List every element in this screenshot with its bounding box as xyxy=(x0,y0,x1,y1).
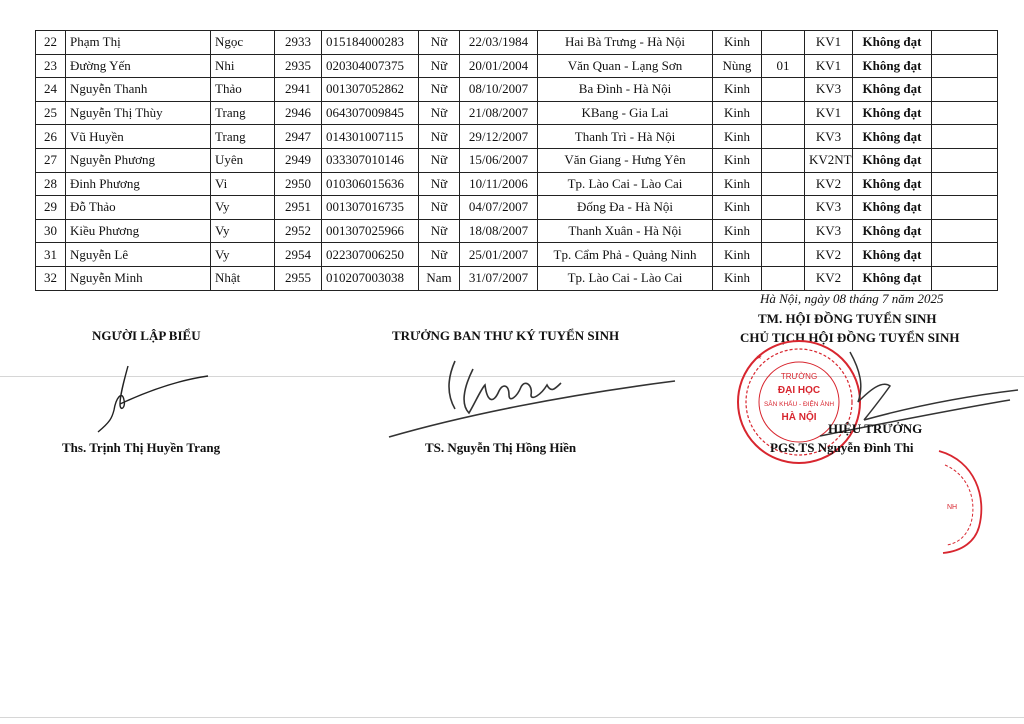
area-code-cell: KV1 xyxy=(805,31,853,55)
id-number-cell: 001307052862 xyxy=(322,78,419,102)
id-number-cell: 022307006250 xyxy=(322,243,419,267)
birth-date-cell: 10/11/2006 xyxy=(460,172,538,196)
gender-cell: Nữ xyxy=(419,54,460,78)
gender-cell: Nữ xyxy=(419,101,460,125)
birth-place-cell: Tp. Cẩm Phả - Quảng Ninh xyxy=(538,243,713,267)
priority-group-cell xyxy=(762,78,805,102)
ethnicity-cell: Kinh xyxy=(713,78,762,102)
birth-place-cell: Tp. Lào Cai - Lào Cai xyxy=(538,172,713,196)
result-cell: Không đạt xyxy=(853,101,932,125)
result-cell: Không đạt xyxy=(853,148,932,172)
family-name-cell: Nguyễn Lê xyxy=(66,243,211,267)
priority-group-cell xyxy=(762,148,805,172)
given-name-cell: Vy xyxy=(211,196,275,220)
given-name-cell: Vy xyxy=(211,243,275,267)
date-line: Hà Nội, ngày 08 tháng 7 năm 2025 xyxy=(760,291,944,306)
council-line-2: CHỦ TỊCH HỘI ĐỒNG TUYỂN SINH xyxy=(740,330,960,345)
family-name-cell: Vũ Huyền xyxy=(66,125,211,149)
birth-date-cell: 20/01/2004 xyxy=(460,54,538,78)
family-name-cell: Nguyễn Minh xyxy=(66,266,211,290)
birth-place-cell: Thanh Xuân - Hà Nội xyxy=(538,219,713,243)
table-row xyxy=(36,196,998,220)
seal-line-2: ĐẠI HỌC xyxy=(777,385,821,396)
candidate-number-cell: 2941 xyxy=(275,78,322,102)
note-cell xyxy=(932,172,998,196)
family-name-cell: Nguyễn Phương xyxy=(66,148,211,172)
birth-place-cell: Ba Đình - Hà Nội xyxy=(538,78,713,102)
priority-group-cell xyxy=(762,101,805,125)
priority-group-cell xyxy=(762,172,805,196)
area-code-cell: KV1 xyxy=(805,101,853,125)
table-row xyxy=(36,243,998,267)
birth-date-cell: 21/08/2007 xyxy=(460,101,538,125)
area-code-cell: KV2NT xyxy=(805,148,853,172)
gender-cell: Nữ xyxy=(419,219,460,243)
scan-line-bottom xyxy=(0,717,1024,718)
candidate-number-cell: 2952 xyxy=(275,219,322,243)
gender-cell: Nữ xyxy=(419,243,460,267)
result-cell: Không đạt xyxy=(853,196,932,220)
given-name-cell: Uyên xyxy=(211,148,275,172)
area-code-cell: KV1 xyxy=(805,54,853,78)
candidate-number-cell: 2946 xyxy=(275,101,322,125)
id-number-cell: 001307025966 xyxy=(322,219,419,243)
note-cell xyxy=(932,219,998,243)
birth-place-cell: KBang - Gia Lai xyxy=(538,101,713,125)
preparer-signature xyxy=(90,360,220,440)
secretary-name: TS. Nguyễn Thị Hồng Hiền xyxy=(425,440,577,455)
candidate-number-cell: 2951 xyxy=(275,196,322,220)
id-number-cell: 014301007115 xyxy=(322,125,419,149)
note-cell xyxy=(932,31,998,55)
svg-text:NH: NH xyxy=(947,504,958,511)
gender-cell: Nữ xyxy=(419,196,460,220)
table-row xyxy=(36,266,998,290)
id-number-cell: 010207003038 xyxy=(322,266,419,290)
result-cell: Không đạt xyxy=(853,266,932,290)
rector-name: PGS.TS Nguyễn Đình Thi xyxy=(770,440,914,455)
birth-date-cell: 15/06/2007 xyxy=(460,148,538,172)
gender-cell: Nam xyxy=(419,266,460,290)
given-name-cell: Thảo xyxy=(211,78,275,102)
table-row xyxy=(36,54,998,78)
priority-group-cell xyxy=(762,266,805,290)
results-table-body xyxy=(36,31,998,291)
id-number-cell: 064307009845 xyxy=(322,101,419,125)
area-code-cell: KV2 xyxy=(805,243,853,267)
gender-cell: Nữ xyxy=(419,78,460,102)
birth-date-cell: 25/01/2007 xyxy=(460,243,538,267)
candidate-number-cell: 2949 xyxy=(275,148,322,172)
ethnicity-cell: Kinh xyxy=(713,31,762,55)
area-code-cell: KV3 xyxy=(805,125,853,149)
id-number-cell: 020304007375 xyxy=(322,54,419,78)
family-name-cell: Nguyễn Thị Thùy xyxy=(66,101,211,125)
ethnicity-cell: Kinh xyxy=(713,101,762,125)
gender-cell: Nữ xyxy=(419,172,460,196)
council-line-1: TM. HỘI ĐỒNG TUYỂN SINH xyxy=(758,311,937,326)
given-name-cell: Ngọc xyxy=(211,31,275,55)
area-code-cell: KV3 xyxy=(805,78,853,102)
candidate-number-cell: 2950 xyxy=(275,172,322,196)
note-cell xyxy=(932,54,998,78)
ethnicity-cell: Kinh xyxy=(713,243,762,267)
birth-place-cell: Đống Đa - Hà Nội xyxy=(538,196,713,220)
secretary-signature xyxy=(385,345,685,445)
birth-date-cell: 22/03/1984 xyxy=(460,31,538,55)
priority-group-cell xyxy=(762,31,805,55)
priority-group-cell xyxy=(762,196,805,220)
row-number-cell: 30 xyxy=(36,219,66,243)
row-number-cell: 24 xyxy=(36,78,66,102)
area-code-cell: KV3 xyxy=(805,219,853,243)
svg-text:★: ★ xyxy=(756,354,763,361)
seal-line-3: SÂN KHẤU - ĐIỆN ẢNH xyxy=(763,401,835,408)
area-code-cell: KV3 xyxy=(805,196,853,220)
candidate-number-cell: 2947 xyxy=(275,125,322,149)
candidate-number-cell: 2955 xyxy=(275,266,322,290)
table-row xyxy=(36,31,998,55)
birth-date-cell: 04/07/2007 xyxy=(460,196,538,220)
secretary-title: TRƯỞNG BAN THƯ KÝ TUYỂN SINH xyxy=(392,328,620,343)
note-cell xyxy=(932,125,998,149)
gender-cell: Nữ xyxy=(419,31,460,55)
result-cell: Không đạt xyxy=(853,172,932,196)
result-cell: Không đạt xyxy=(853,54,932,78)
row-number-cell: 28 xyxy=(36,172,66,196)
result-cell: Không đạt xyxy=(853,125,932,149)
row-number-cell: 29 xyxy=(36,196,66,220)
id-number-cell: 001307016735 xyxy=(322,196,419,220)
result-cell: Không đạt xyxy=(853,219,932,243)
birth-date-cell: 18/08/2007 xyxy=(460,219,538,243)
row-number-cell: 31 xyxy=(36,243,66,267)
results-table xyxy=(35,30,998,291)
rector-title: HIỆU TRƯỞNG xyxy=(828,421,923,436)
candidate-number-cell: 2933 xyxy=(275,31,322,55)
table-row xyxy=(36,172,998,196)
row-number-cell: 27 xyxy=(36,148,66,172)
preparer-title: NGƯỜI LẬP BIỂU xyxy=(92,328,201,343)
table-row xyxy=(36,148,998,172)
note-cell xyxy=(932,266,998,290)
gender-cell: Nữ xyxy=(419,148,460,172)
birth-date-cell: 31/07/2007 xyxy=(460,266,538,290)
family-name-cell: Đỗ Thảo xyxy=(66,196,211,220)
family-name-cell: Phạm Thị xyxy=(66,31,211,55)
table-row xyxy=(36,125,998,149)
given-name-cell: Trang xyxy=(211,125,275,149)
priority-group-cell xyxy=(762,125,805,149)
ethnicity-cell: Kinh xyxy=(713,172,762,196)
birth-date-cell: 29/12/2007 xyxy=(460,125,538,149)
candidate-number-cell: 2954 xyxy=(275,243,322,267)
area-code-cell: KV2 xyxy=(805,172,853,196)
given-name-cell: Vi xyxy=(211,172,275,196)
ethnicity-cell: Kinh xyxy=(713,266,762,290)
given-name-cell: Nhật xyxy=(211,266,275,290)
note-cell xyxy=(932,196,998,220)
area-code-cell: KV2 xyxy=(805,266,853,290)
row-number-cell: 22 xyxy=(36,31,66,55)
priority-group-cell: 01 xyxy=(762,54,805,78)
family-name-cell: Đinh Phương xyxy=(66,172,211,196)
result-cell: Không đạt xyxy=(853,31,932,55)
birth-place-cell: Tp. Lào Cai - Lào Cai xyxy=(538,266,713,290)
note-cell xyxy=(932,78,998,102)
birth-date-cell: 08/10/2007 xyxy=(460,78,538,102)
id-number-cell: 015184000283 xyxy=(322,31,419,55)
ethnicity-cell: Kinh xyxy=(713,148,762,172)
birth-place-cell: Thanh Trì - Hà Nội xyxy=(538,125,713,149)
row-number-cell: 23 xyxy=(36,54,66,78)
note-cell xyxy=(932,148,998,172)
partial-seal-edge xyxy=(935,447,995,557)
ethnicity-cell: Kinh xyxy=(713,196,762,220)
id-number-cell: 010306015636 xyxy=(322,172,419,196)
note-cell xyxy=(932,243,998,267)
note-cell xyxy=(932,101,998,125)
family-name-cell: Kiều Phương xyxy=(66,219,211,243)
ethnicity-cell: Nùng xyxy=(713,54,762,78)
result-cell: Không đạt xyxy=(853,243,932,267)
family-name-cell: Nguyễn Thanh xyxy=(66,78,211,102)
seal-line-1: TRƯỜNG xyxy=(780,372,818,381)
table-row xyxy=(36,101,998,125)
ethnicity-cell: Kinh xyxy=(713,125,762,149)
birth-place-cell: Văn Giang - Hưng Yên xyxy=(538,148,713,172)
id-number-cell: 033307010146 xyxy=(322,148,419,172)
result-cell: Không đạt xyxy=(853,78,932,102)
gender-cell: Nữ xyxy=(419,125,460,149)
table-row xyxy=(36,219,998,243)
ethnicity-cell: Kinh xyxy=(713,219,762,243)
preparer-name: Ths. Trịnh Thị Huyền Trang xyxy=(62,440,221,455)
given-name-cell: Vy xyxy=(211,219,275,243)
birth-place-cell: Hai Bà Trưng - Hà Nội xyxy=(538,31,713,55)
given-name-cell: Nhi xyxy=(211,54,275,78)
candidate-number-cell: 2935 xyxy=(275,54,322,78)
row-number-cell: 26 xyxy=(36,125,66,149)
priority-group-cell xyxy=(762,219,805,243)
given-name-cell: Trang xyxy=(211,101,275,125)
row-number-cell: 32 xyxy=(36,266,66,290)
table-row xyxy=(36,78,998,102)
seal-line-4: HÀ NỘI xyxy=(781,412,817,423)
row-number-cell: 25 xyxy=(36,101,66,125)
priority-group-cell xyxy=(762,243,805,267)
birth-place-cell: Văn Quan - Lạng Sơn xyxy=(538,54,713,78)
family-name-cell: Đường Yến xyxy=(66,54,211,78)
